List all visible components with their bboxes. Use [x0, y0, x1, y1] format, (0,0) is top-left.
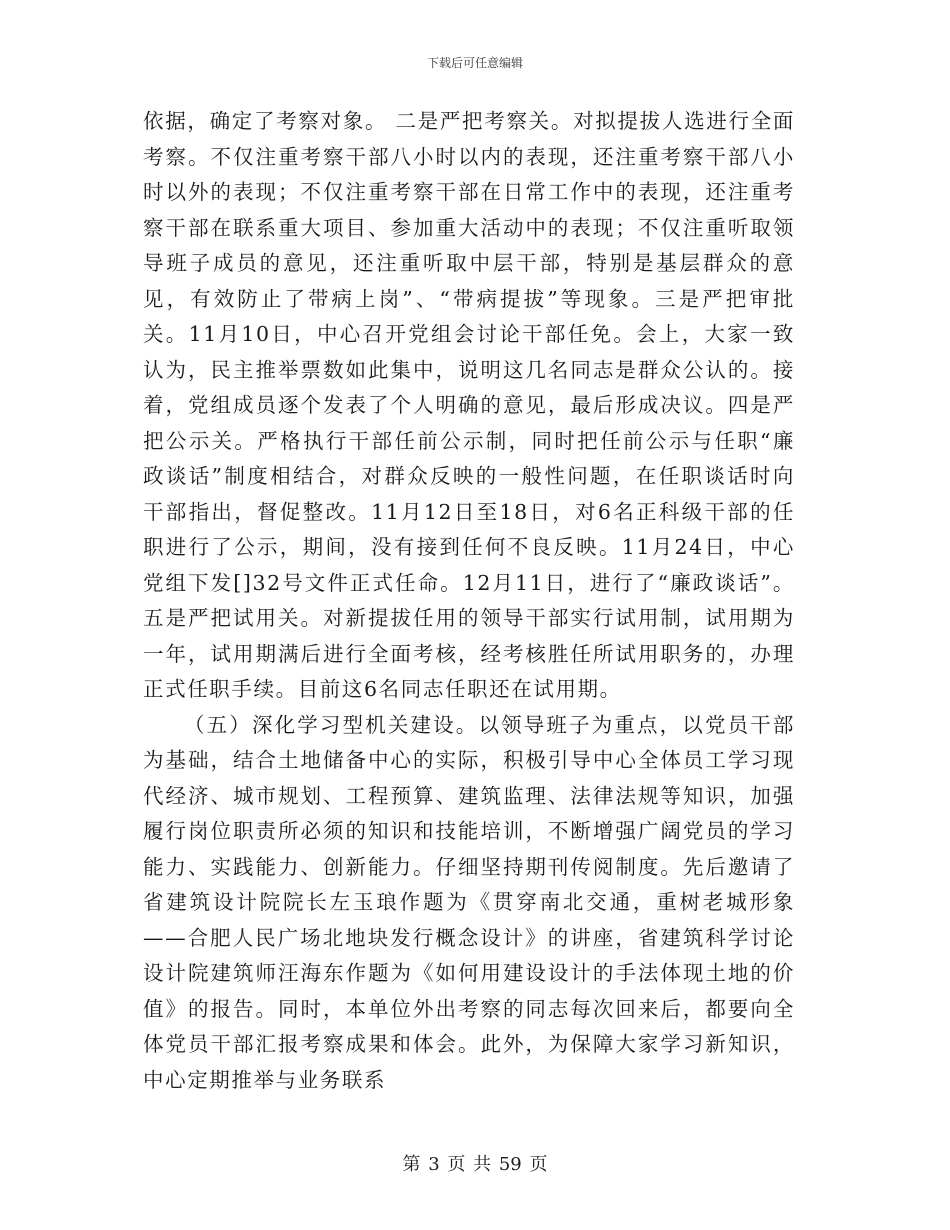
paragraph-2: （五）深化学习型机关建设。以领导班子为重点，以党员干部为基础，结合土地储备中心的实际，积极引导中心全体员工学习现代经济、城市规划、工程预算、建筑监理、法律法规等知识，加强履行岗位职责所必须的知识和技能培训，不断增强广阔党员的学习能力、实践能力、创新能力。仔细坚持期刊传阅制度。先后邀请了省建筑设计院院长左玉琅作题为《贯穿南北交通，重树老城形象——合肥人民广场北地块发行概念设计》的讲座，省建筑科学讨论设计院建筑师汪海东作题为《如何用建设设计的手法体现土地的价值》的报告。同时，本单位外出考察的同志每次回来后，都要向全体党员干部汇报考察成果和体会。此外，为保障大家学习新知识，中心定期推举与业务联系	[143, 712, 795, 1092]
paragraph-1: 依据，确定了考察对象。 二是严把考察关。对拟提拔人选进行全面考察。不仅注重考察干部八小时以内的表现，还注重考察干部八小时以外的表现；不仅注重考察干部在日常工作中的表现，还注重考察干部在联系重大项目、参加重大活动中的表现；不仅注重听取领导班子成员的意见，还注重听取中层干部，特别是基层群众的意见，有效防止了带病上岗”、“带病提拔”等现象。三是严把审批关。11月10日，中心召开党组会讨论干部任免。会上，大家一致认为，民主推举票数如此集中，说明这几名同志是群众公认的。接着，党组成员逐个发表了个人明确的意见，最后形成决议。四是严把公示关。严格执行干部任前公示制，同时把任前公示与任职“廉政谈话”制度相结合，对群众反映的一般性问题，在任职谈话时向干部指出，督促整改。11月12日至18日，对6名正科级干部的任职进行了公示，期间，没有接到任何不良反映。11月24日，中心党组下发[]32号文件正式任命。12月11日，进行了“廉政谈话”。五是严把试用关。对新提拔任用的领导干部实行试用制，试用期为一年，试用期满后进行全面考核，经考核胜任所试用职务的，办理正式任职手续。目前这6名同志任职还在试用期。	[143, 109, 795, 701]
page-number: 第 3 页 共 59 页	[402, 1154, 548, 1175]
document-body	[143, 104, 795, 1098]
page-header: 下载后可任意编辑	[426, 56, 523, 70]
